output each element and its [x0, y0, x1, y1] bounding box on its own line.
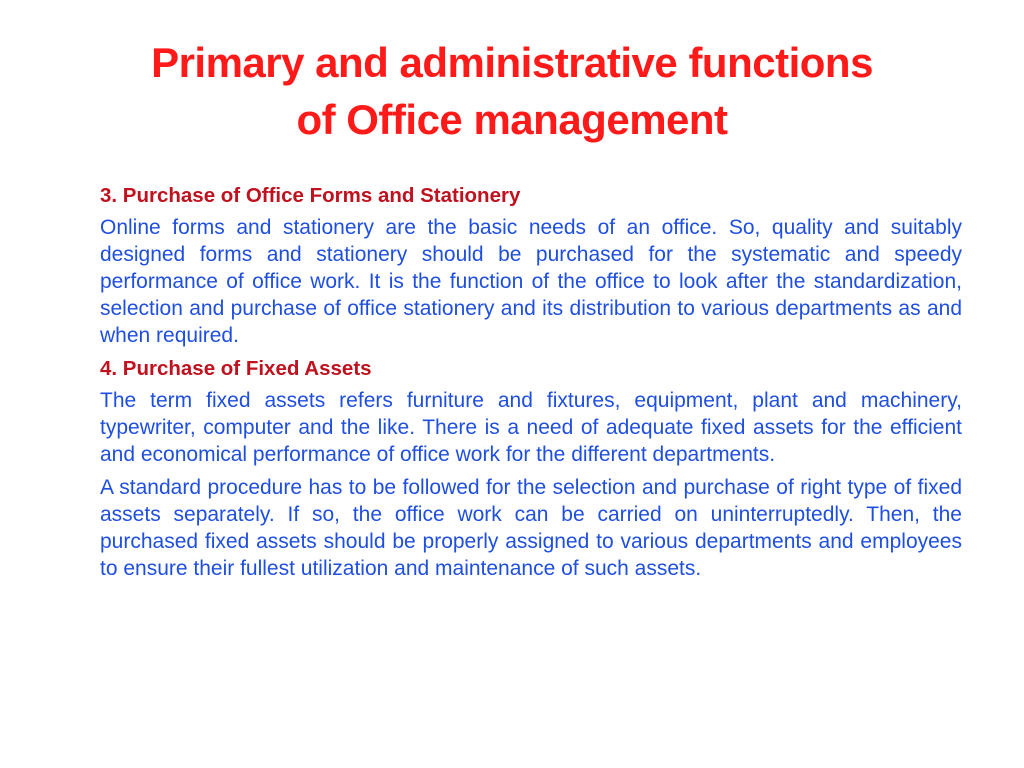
section-heading-fixed-assets: 4. Purchase of Fixed Assets — [100, 357, 372, 380]
section-heading-forms-stationery: 3. Purchase of Office Forms and Stationery — [100, 184, 521, 207]
slide-title-line-2: of Office management — [296, 96, 728, 143]
paragraph-forms-stationery: Online forms and stationery are the basic needs of an office. So, quality and suitably designed forms and stationery should be purchased for the systematic and speedy performance of office work. It is the function of the office to look after the standardization, selection and purchase of office stationery and its distribution to various departments as and when required. — [100, 216, 962, 347]
slide-content — [100, 182, 962, 588]
paragraph-fixed-assets-procedure: A standard procedure has to be followed for the selection and purchase of right type of fixed assets separately. If so, the office work can be carried on uninterruptedly. Then, the purchased fixed assets should be properly assigned to various departments and employees to ensure their fullest utilization and maintenance of such assets. — [100, 476, 962, 580]
slide-title-line-1: Primary and administrative functions — [151, 39, 873, 86]
paragraph-fixed-assets-definition: The term fixed assets refers furniture and fixtures, equipment, plant and machinery, typewriter, computer and the like. There is a need of adequate fixed assets for the efficient and economical performance of office work for the different departments. — [100, 389, 962, 466]
slide-title — [40, 34, 984, 148]
